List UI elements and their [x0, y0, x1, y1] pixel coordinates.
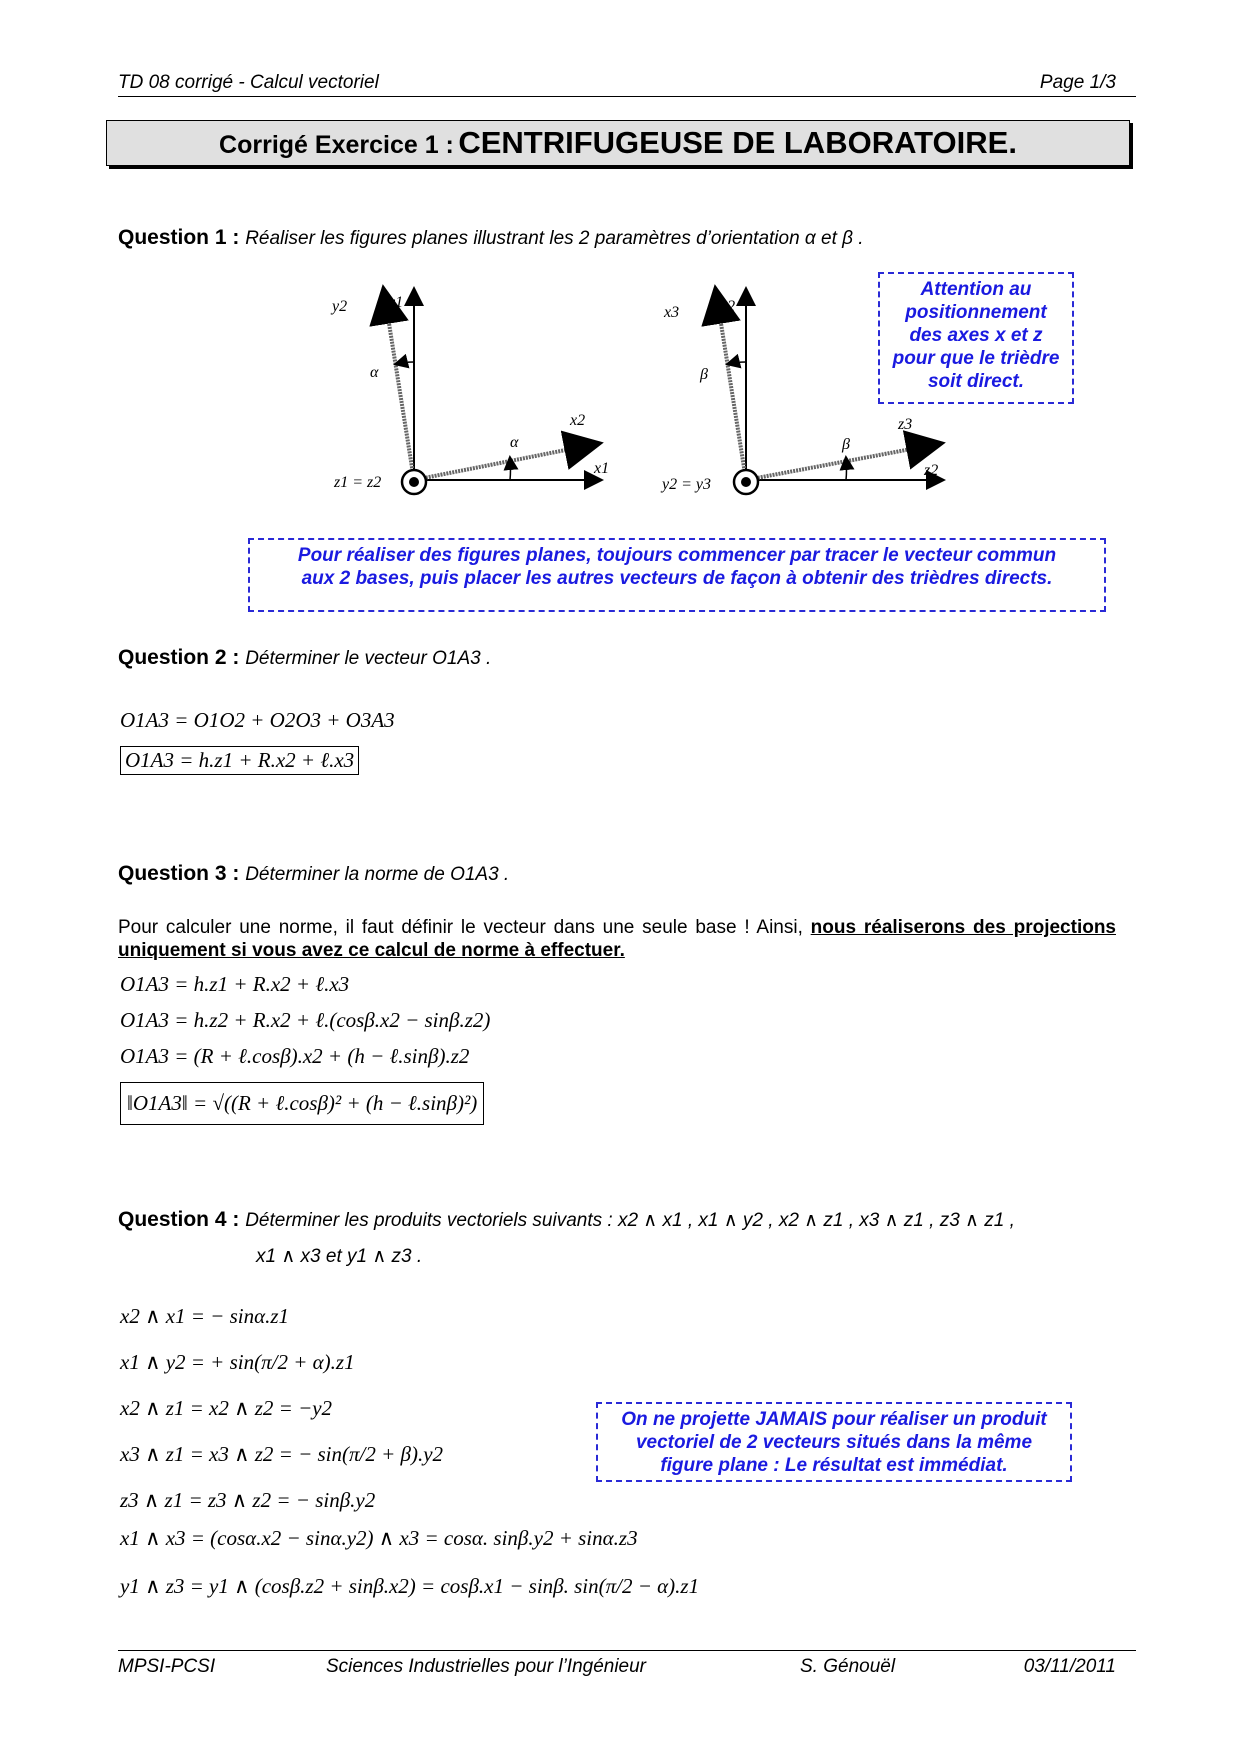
header-page: Page 1/3 — [1039, 72, 1116, 93]
q3-equation-3: O1A3 = (R + ℓ.cosβ).x2 + (h − ℓ.sinβ).z2 — [120, 1044, 470, 1068]
arc-alpha-left — [396, 362, 414, 364]
plane-note-line-2: aux 2 bases, puis placer les autres vecteurs de façon à obtenir des trièdres directs. — [301, 568, 1053, 589]
plane-figures-note — [248, 538, 1106, 612]
fig1-alpha-left: α — [370, 364, 379, 381]
projection-line-3: figure plane : Le résultat est immédiat. — [660, 1455, 1008, 1476]
origin-dot — [741, 477, 751, 487]
q2-label: Question 2 : — [118, 646, 240, 669]
q2-equation-2-boxed: O1A3 = h.z1 + R.x2 + ℓ.x3 — [120, 746, 359, 775]
header-left: TD 08 corrigé - Calcul vectoriel — [118, 72, 379, 93]
fig1-y2: y2 — [332, 298, 348, 315]
q3-paragraph — [118, 916, 1116, 962]
fig2-beta-right: β — [842, 436, 850, 453]
fig1-y1: y1 — [388, 294, 404, 311]
q2-equation-1: O1A3 = O1O2 + O2O3 + O3A3 — [120, 708, 395, 732]
arc-beta-left — [728, 362, 746, 364]
q2-text: Déterminer le vecteur O1A3 . — [245, 648, 492, 669]
attention-line-2: positionnement — [905, 302, 1047, 323]
footer-subject: Sciences Industrielles pour l’Ingénieur — [326, 1656, 647, 1677]
q3-para-bold: nous réaliserons des projections uniquement si vous avez ce calcul de norme à effectuer. — [118, 917, 1116, 961]
fig2-z3: z3 — [898, 416, 913, 433]
fig2-x3: x3 — [664, 304, 680, 321]
question-3 — [118, 862, 509, 886]
footer-class: MPSI-PCSI — [118, 1656, 216, 1677]
question-4-cont — [256, 1244, 422, 1268]
title-part2: CENTRIFUGEUSE DE LABORATOIRE. — [458, 125, 1017, 160]
fig1-alpha-right: α — [510, 434, 519, 451]
fig2-y: y2 = y3 — [662, 476, 711, 493]
question-1 — [118, 226, 864, 250]
footer-divider — [118, 1650, 1136, 1651]
arc-beta-right — [846, 458, 847, 480]
q4-eq-3: x2 ∧ z1 = x2 ∧ z2 = −y2 — [120, 1396, 333, 1420]
projection-line-2: vectoriel de 2 vecteurs situés dans la même — [635, 1432, 1033, 1453]
attention-line-5: soit direct. — [927, 371, 1025, 392]
q3-para-start: Pour calculer une norme, il faut définir le vecteur dans une seule base ! Ainsi, — [118, 917, 803, 938]
q1-label: Question 1 : — [118, 226, 240, 249]
attention-line-1: Attention au — [920, 279, 1032, 300]
footer-date: 03/11/2011 — [1023, 1656, 1116, 1677]
question-4 — [118, 1208, 1015, 1232]
q4-label: Question 4 : — [118, 1208, 240, 1231]
q4-eq-5: z3 ∧ z1 = z3 ∧ z2 = − sinβ.y2 — [120, 1488, 376, 1512]
fig1-x1: x1 — [594, 460, 610, 477]
q4-eq-6: x1 ∧ x3 = (cosα.x2 − sinα.y2) ∧ x3 = cosα. sinβ.y2 + sinα.z3 — [120, 1526, 638, 1550]
projection-line-1: On ne projette JAMAIS pour réaliser un produit — [621, 1409, 1047, 1430]
fig2-z2: z2 — [924, 462, 939, 479]
projection-note — [596, 1402, 1072, 1482]
q4-eq-2: x1 ∧ y2 = + sin(π/2 + α).z1 — [120, 1350, 355, 1374]
q4-eq-7: y1 ∧ z3 = y1 ∧ (cosβ.z2 + sinβ.x2) = cosβ.x1 − sinβ. sin(π/2 − α).z1 — [120, 1574, 700, 1598]
title-part1: Corrigé Exercice 1 : — [219, 131, 454, 159]
q1-text: Réaliser les figures planes illustrant les 2 paramètres d’orientation α et β . — [245, 228, 864, 249]
q4-text: Déterminer les produits vectoriels suivants : x2 ∧ x1 , x1 ∧ y2 , x2 ∧ z1 , x3 ∧ z1 , z3 ∧ z1 , — [245, 1210, 1015, 1231]
footer-author: S. Génouël — [800, 1656, 896, 1677]
fig1-x2: x2 — [570, 412, 586, 429]
q3-norm-boxed: ‖O1A3‖ = √((R + ℓ.cosβ)² + (h − ℓ.sinβ)²) — [120, 1082, 484, 1125]
q4-eq-4: x3 ∧ z1 = x3 ∧ z2 = − sin(π/2 + β).y2 — [120, 1442, 444, 1466]
page-title — [106, 120, 1130, 166]
attention-line-3: des axes x et z — [909, 325, 1043, 346]
q4-eq-1: x2 ∧ x1 = − sinα.z1 — [120, 1304, 290, 1328]
fig2-x2: x2 — [720, 298, 736, 315]
axis-y2 — [384, 292, 414, 480]
q3-equation-2: O1A3 = h.z2 + R.x2 + ℓ.(cosβ.x2 − sinβ.z2) — [120, 1008, 491, 1032]
q3-text: Déterminer la norme de O1A3 . — [245, 864, 510, 885]
axis-x2 — [414, 444, 596, 480]
fig1-z: z1 = z2 — [334, 474, 382, 491]
q3-equation-1: O1A3 = h.z1 + R.x2 + ℓ.x3 — [120, 972, 350, 996]
q4-text-2: x1 ∧ x3 et y1 ∧ z3 . — [256, 1246, 423, 1267]
header-divider — [118, 96, 1136, 97]
q3-label: Question 3 : — [118, 862, 240, 885]
axis-x3 — [716, 292, 746, 480]
fig2-beta-left: β — [700, 366, 708, 383]
attention-note — [878, 272, 1074, 404]
origin-dot — [409, 477, 419, 487]
plane-note-line-1: Pour réaliser des figures planes, toujours commencer par tracer le vecteur commun — [297, 545, 1057, 566]
arc-alpha-right — [510, 458, 511, 480]
attention-line-4: pour que le trièdre — [892, 348, 1060, 369]
question-2 — [118, 646, 491, 670]
